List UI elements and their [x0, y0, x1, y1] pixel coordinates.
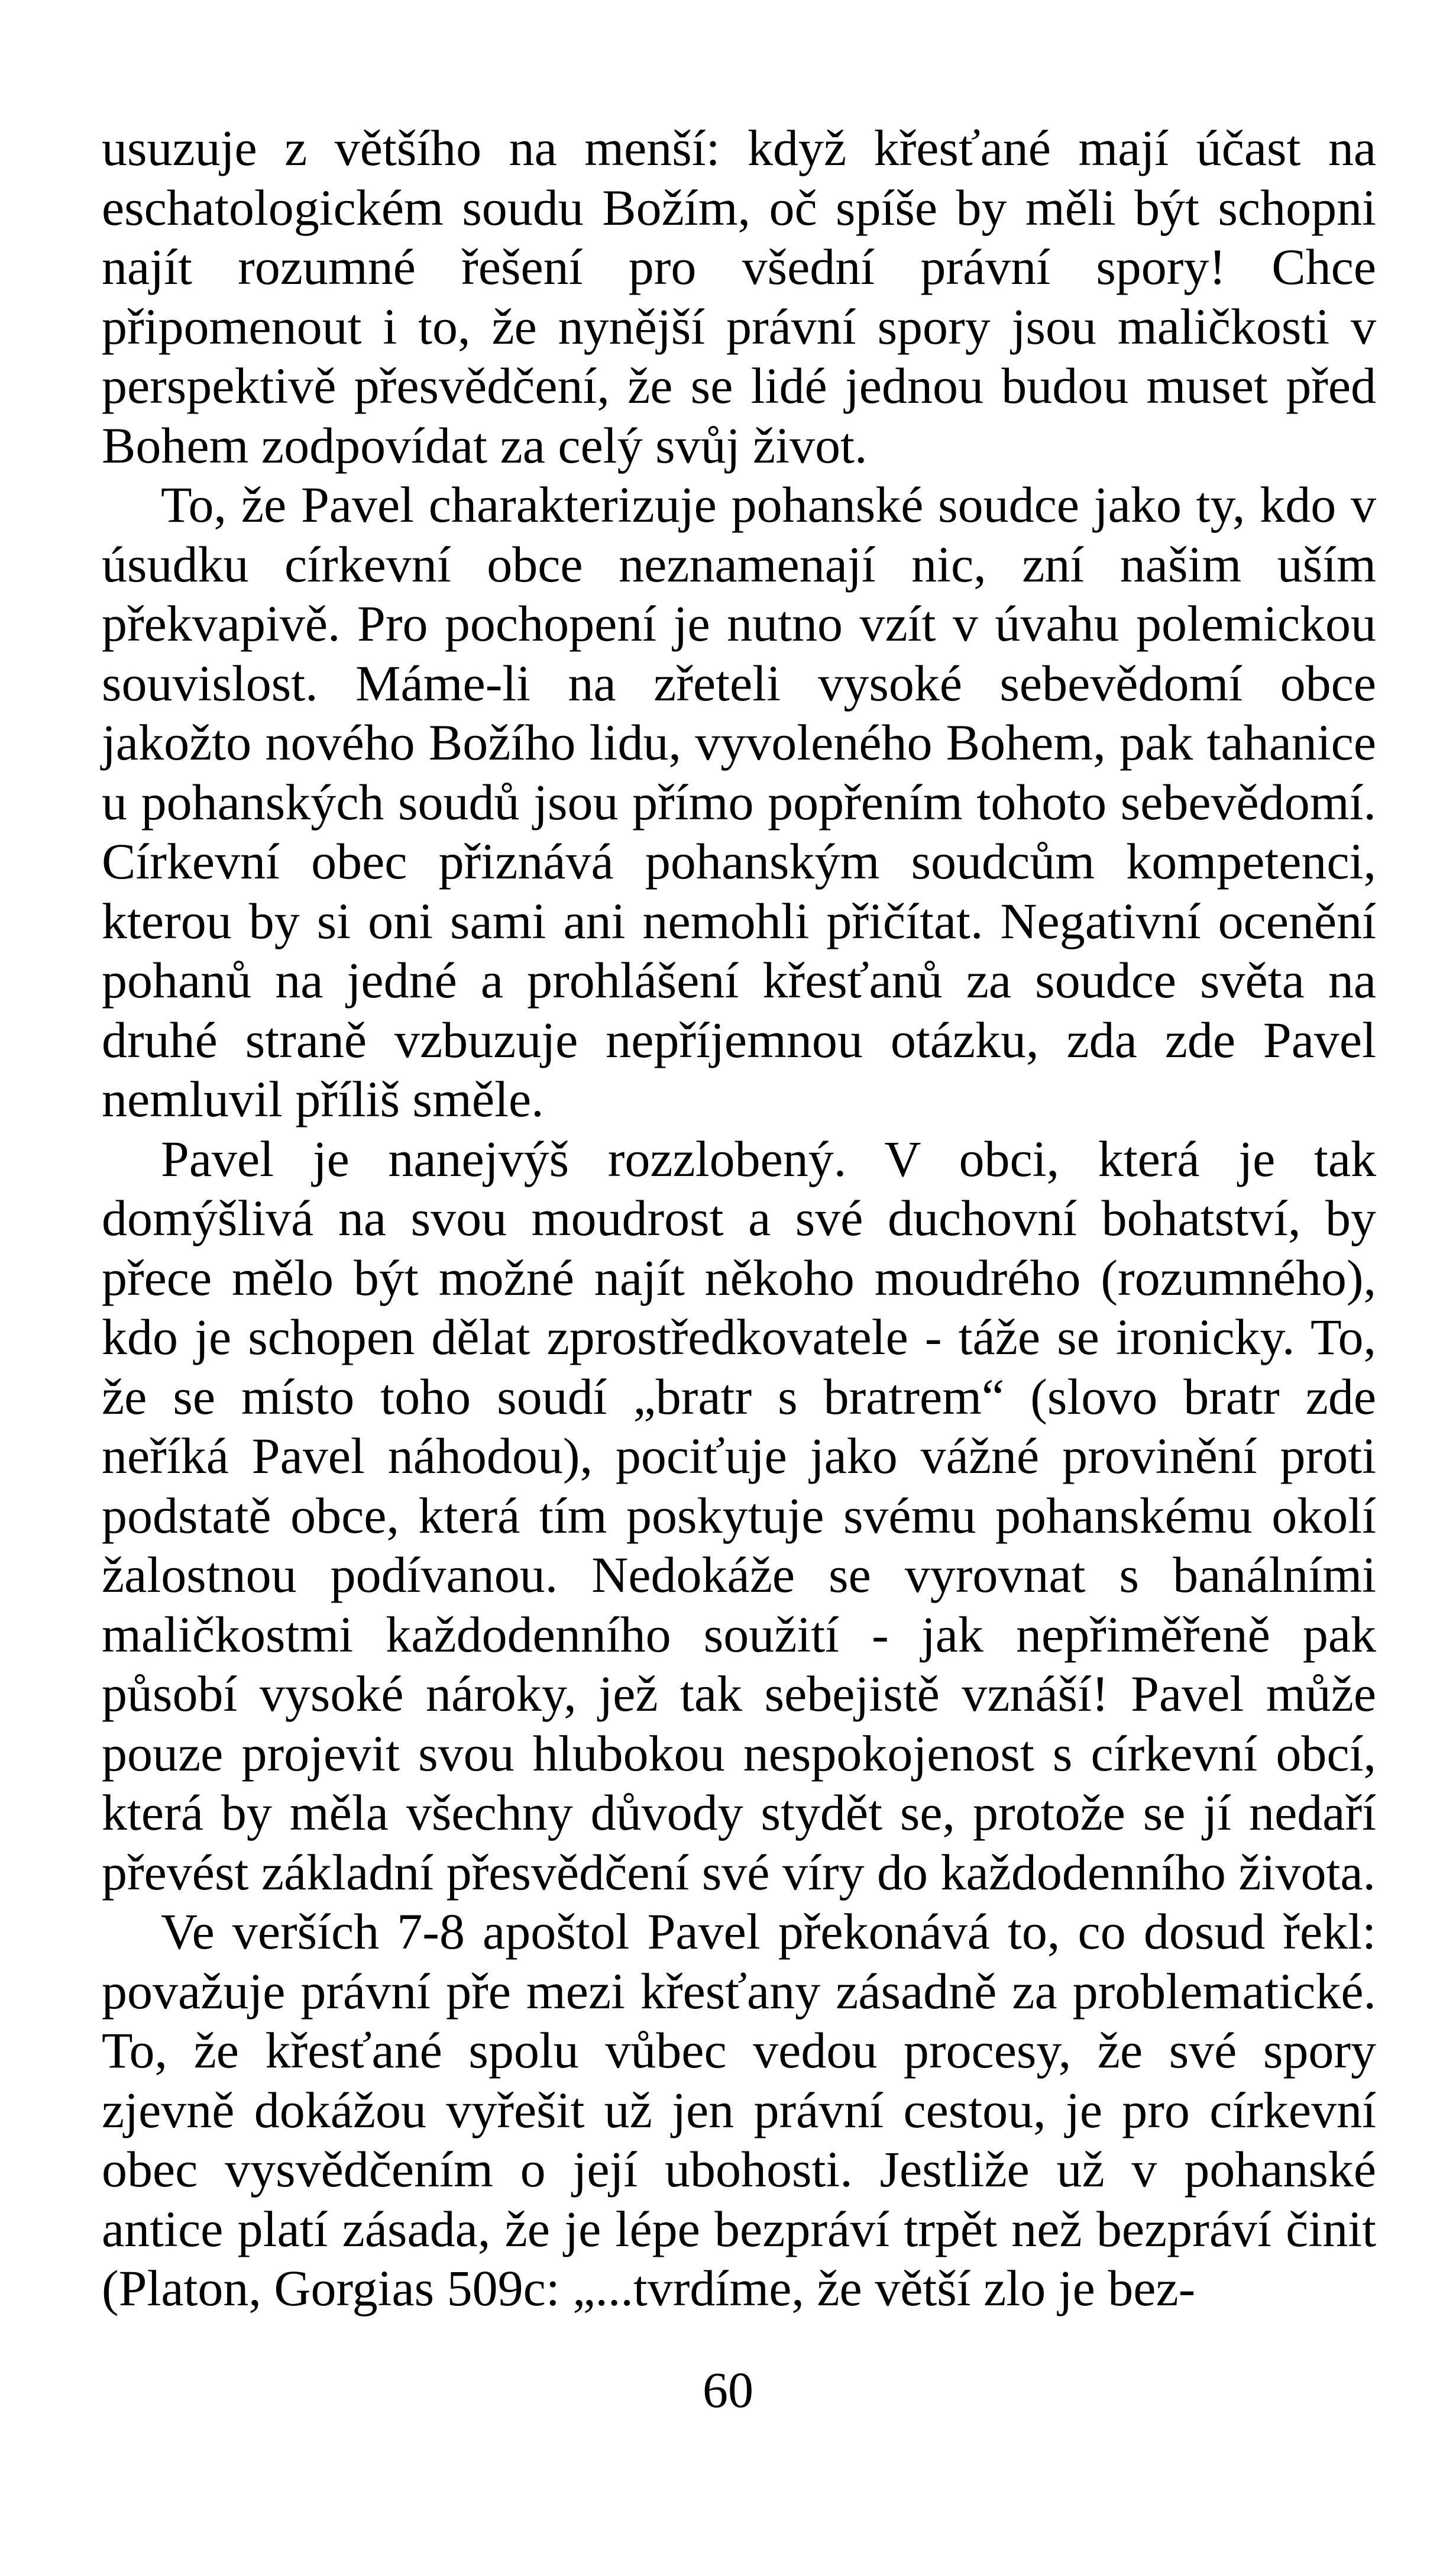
paragraph-2: To, že Pavel charakterizuje pohanské soudce jako ty, kdo v úsudku církevní obce neznamenají nic, zní našim uším překvapivě. Pro pochopení je nutno vzít v úvahu polemickou souvislost. Máme-li na zřeteli vysoké sebevědomí obce jakožto nového Božího lidu, vyvoleného Bohem, pak tahanice u pohanských soudů jsou přímo popřením tohoto sebevědomí. Církevní obec přiznává pohanským soudcům kompetenci, kterou by si oni sami ani nemohli přičítat. Negativní ocenění pohanů na jedné a prohlášení křesťanů za soudce světa na druhé straně vzbuzuje nepříjemnou otázku, zda zde Pavel nemluvil příliš směle.	[102, 476, 1376, 1127]
body-text	[102, 118, 1376, 2318]
page-number: 60	[703, 2361, 753, 2418]
paragraph-1: usuzuje z většího na menší: když křesťané mají účast na eschatologickém soudu Božím, oč spíše by měli být schopni najít rozumné řešení pro všední právní spory! Chce připomenout i to, že nynější právní spory jsou maličkosti v perspektivě přesvědčení, že se lidé jednou budou muset před Bohem zodpovídat za celý svůj život.	[102, 119, 1376, 474]
paragraph-4: Ve verších 7-8 apoštol Pavel překonává to, co dosud řekl: považuje právní pře mezi křesťany zásadně za problematické. To, že křesťané spolu vůbec vedou procesy, že své spory zjevně dokážou vyřešit už jen právní cestou, je pro církevní obec vysvědčením o její ubohosti. Jestliže už v pohanské antice platí zásada, že je lépe bezpráví trpět než bezpráví činit (Platon, Gorgias 509c: „...tvrdíme, že větší zlo je bez-	[102, 1903, 1376, 2317]
paragraph-3: Pavel je nanejvýš rozzlobený. V obci, která je tak domýšlivá na svou moudrost a své duchovní bohatství, by přece mělo být možné najít někoho moudrého (rozumného), kdo je schopen dělat zprostředkovatele - táže se ironicky. To, že se místo toho soudí „bratr s bratrem“ (slovo bratr zde neříká Pavel náhodou), pociťuje jako vážné provinění proti podstatě obce, která tím poskytuje svému pohanskému okolí žalostnou podívanou. Nedokáže se vyrovnat s banálními maličkostmi každodenního soužití - jak nepřiměřeně pak působí vysoké nároky, jež tak sebejistě vznáší! Pavel může pouze projevit svou hlubokou nespokojenost s církevní obcí, která by měla všechny důvody stydět se, protože se jí nedaří převést základní přesvědčení své víry do každodenního života.	[102, 1130, 1376, 1901]
